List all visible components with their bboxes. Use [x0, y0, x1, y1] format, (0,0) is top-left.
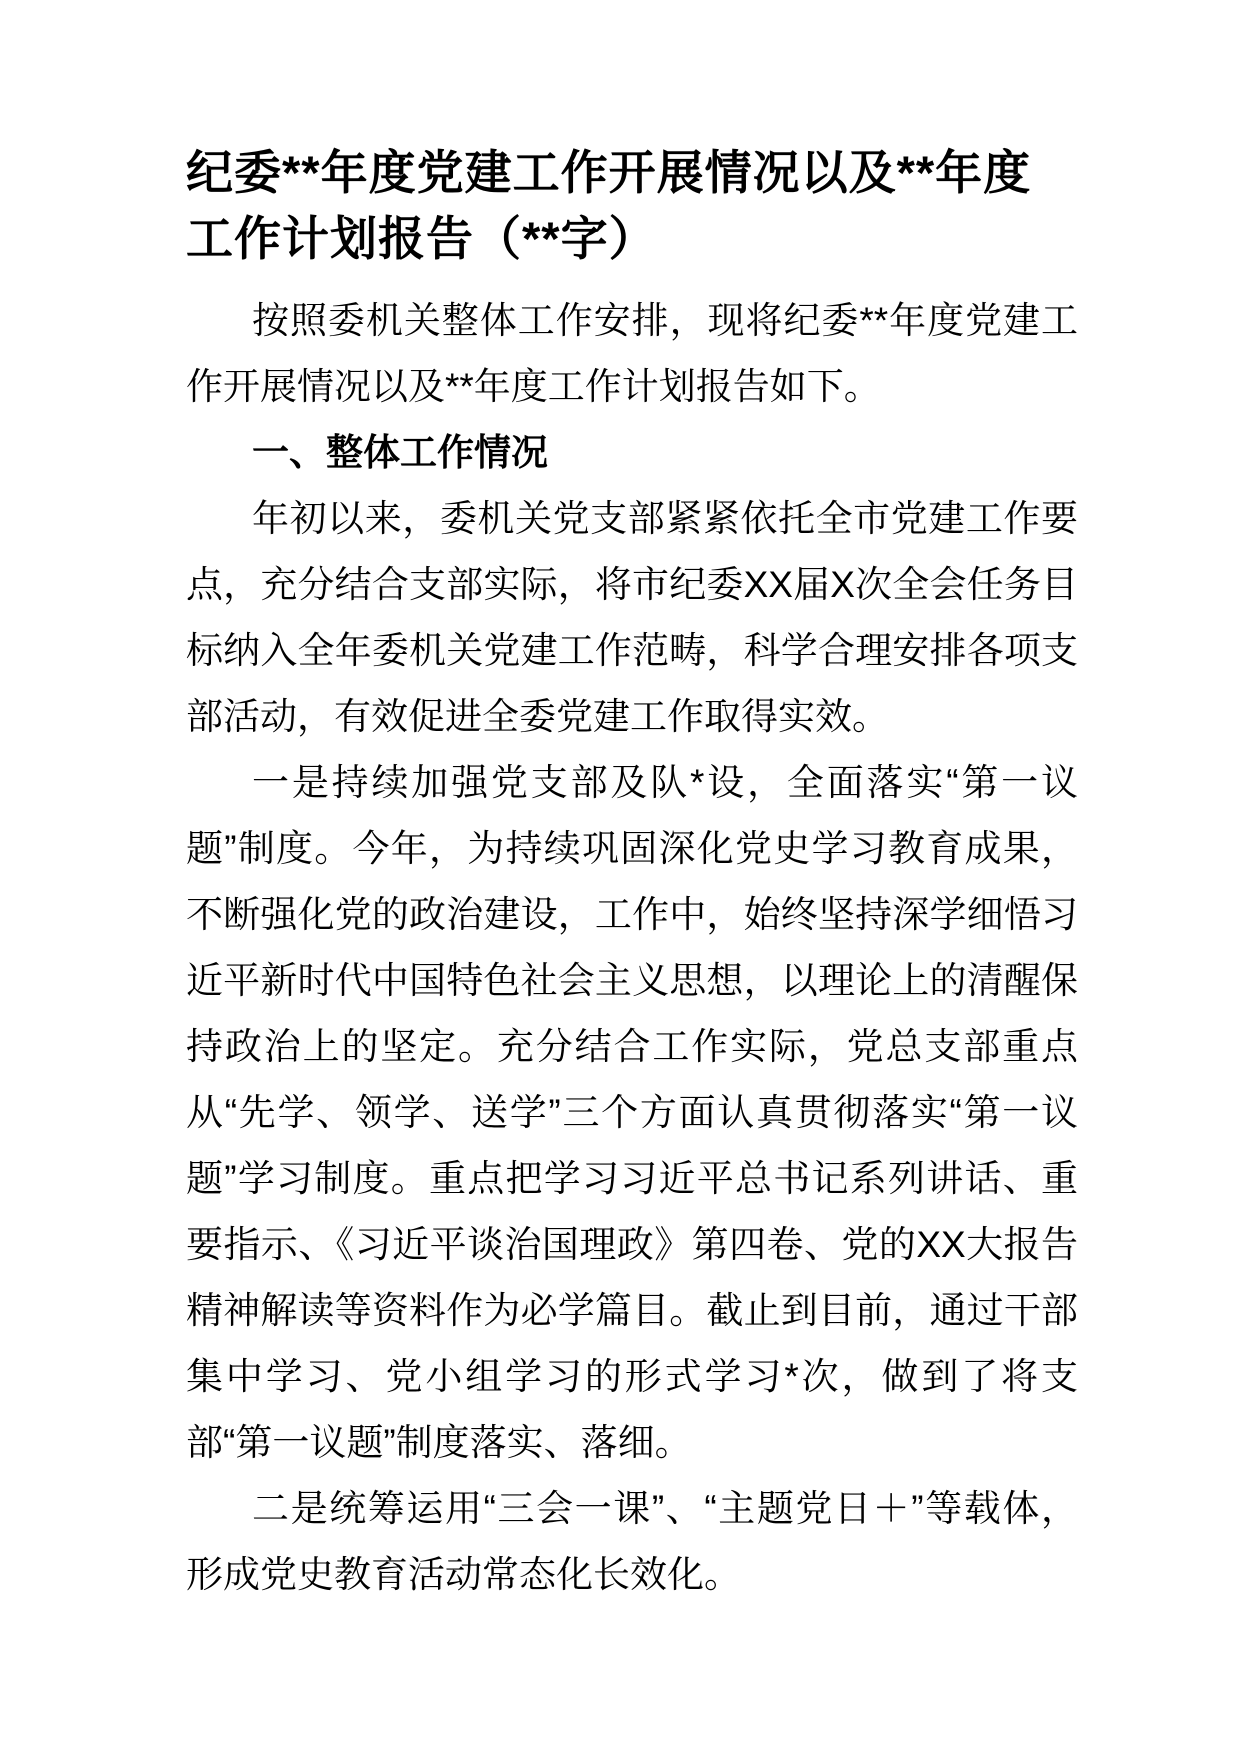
document-content — [186, 140, 1078, 1608]
paragraph-point-one: 一是持续加强党支部及队*设，全面落实“第一议题”制度。今年，为持续巩固深化党史学习教育成果，不断强化党的政治建设，工作中，始终坚持深学细悟习近平新时代中国特色社会主义思想，以理论上的清醒保持政治上的坚定。充分结合工作实际，党总支部重点从“先学、领学、送学”三个方面认真贯彻落实“第一议题”学习制度。重点把学习习近平总书记系列讲话、重要指示、《习近平谈治国理政》第四卷、党的XX大报告精神解读等资料作为必学篇目。截止到目前，通过干部集中学习、党小组学习的形式学习*次，做到了将支部“第一议题”制度落实、落细。 — [186, 762, 1078, 1463]
paragraph-overall-summary: 年初以来，委机关党支部紧紧依托全市党建工作要点，充分结合支部实际，将市纪委XX届X次全会任务目标纳入全年委机关党建工作范畴，科学合理安排各项支部活动，有效促进全委党建工作取得实效。 — [186, 498, 1078, 737]
paragraph-intro: 按照委机关整体工作安排，现将纪委**年度党建工作开展情况以及**年度工作计划报告如下。 — [186, 300, 1078, 407]
page-title: 纪委**年度党建工作开展情况以及**年度工作计划报告（**字） — [186, 146, 1032, 265]
section-heading-overall-work: 一、整体工作情况 — [252, 432, 548, 473]
paragraph-point-two: 二是统筹运用“三会一课”、“主题党日＋”等载体，形成党史教育活动常态化长效化。 — [186, 1488, 1078, 1595]
